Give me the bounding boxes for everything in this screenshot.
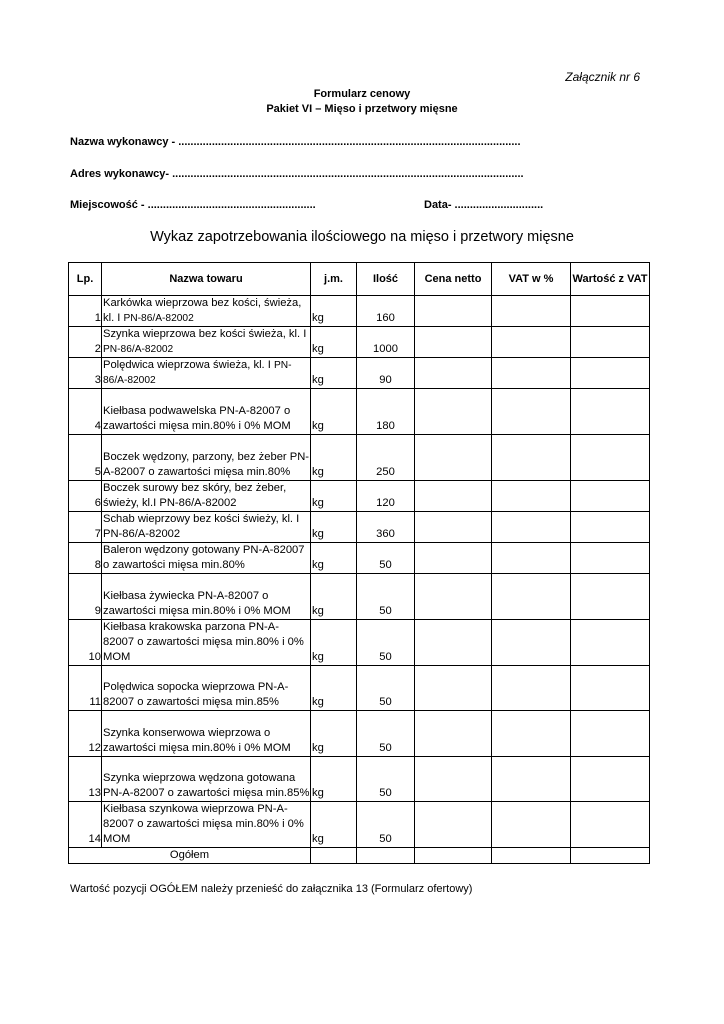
gross-value-cell	[571, 620, 650, 666]
table-row	[69, 620, 650, 666]
product-name-text: Kiełbasa krakowska parzona PN-A-82007 o zawartości mięsa min.80% i 0% MOM	[103, 621, 304, 663]
price-table	[68, 262, 650, 864]
header-gross-value: Wartość z VAT	[571, 263, 650, 296]
table-row	[69, 358, 650, 389]
row-number: 11	[69, 666, 102, 711]
vat-cell	[492, 620, 571, 666]
product-name-text: Kiełbasa podwawelska PN-A-82007 o zawartości mięsa min.80% i 0% MOM	[103, 405, 291, 432]
gross-value-cell	[571, 711, 650, 757]
vat-cell	[492, 296, 571, 327]
product-name	[102, 389, 311, 435]
product-name	[102, 481, 311, 512]
net-price-cell	[415, 512, 492, 543]
unit-cell: kg	[311, 435, 357, 481]
product-name	[102, 802, 311, 848]
product-name-text: Polędwica wieprzowa świeża, kl. I	[103, 359, 274, 371]
quantity-cell: 120	[357, 481, 415, 512]
product-name	[102, 620, 311, 666]
net-price-cell	[415, 296, 492, 327]
header-vat: VAT w %	[492, 263, 571, 296]
row-number: 3	[69, 358, 102, 389]
gross-value-cell	[571, 757, 650, 802]
quantity-cell: 160	[357, 296, 415, 327]
gross-value-cell	[571, 389, 650, 435]
form-title: Formularz cenowy	[313, 88, 411, 100]
table-row	[69, 666, 650, 711]
vat-cell	[492, 481, 571, 512]
gross-value-cell	[571, 543, 650, 574]
net-price-cell	[415, 711, 492, 757]
vat-cell	[492, 543, 571, 574]
product-name-text: Szynka konserwowa wieprzowa o zawartości mięsa min.80% i 0% MOM	[103, 727, 291, 754]
table-row	[69, 512, 650, 543]
net-price-cell	[415, 389, 492, 435]
quantity-cell: 1000	[357, 327, 415, 358]
product-name	[102, 666, 311, 711]
net-price-cell	[415, 802, 492, 848]
vat-cell	[492, 802, 571, 848]
row-number: 4	[69, 389, 102, 435]
vat-cell	[492, 512, 571, 543]
gross-value-cell	[571, 358, 650, 389]
product-standard-code: PN-86/A-82002	[103, 344, 174, 355]
table-row	[69, 802, 650, 848]
product-name	[102, 711, 311, 757]
quantity-cell: 50	[357, 620, 415, 666]
product-name	[102, 358, 311, 389]
package-title: Pakiet VI – Mięso i przetwory mięsne	[266, 103, 458, 115]
quantity-cell: 90	[357, 358, 415, 389]
gross-value-cell	[571, 512, 650, 543]
unit-cell: kg	[311, 481, 357, 512]
product-name-text: Boczek surowy bez skóry, bez żeber, świeży, kl.I PN-86/A-82002	[103, 482, 287, 509]
header-unit: j.m.	[311, 263, 357, 296]
total-label: Ogółem	[69, 848, 311, 864]
net-price-cell	[415, 481, 492, 512]
unit-cell: kg	[311, 620, 357, 666]
header-qty: Ilość	[357, 263, 415, 296]
unit-cell: kg	[311, 802, 357, 848]
product-name	[102, 296, 311, 327]
vat-cell	[492, 358, 571, 389]
gross-value-cell	[571, 574, 650, 620]
header-name: Nazwa towaru	[102, 263, 311, 296]
quantity-cell: 50	[357, 711, 415, 757]
row-number: 10	[69, 620, 102, 666]
footer-note: Wartość pozycji OGÓŁEM należy przenieść do załącznika 13 (Formularz ofertowy)	[70, 883, 473, 895]
product-name-text: Szynka wieprzowa wędzona gotowana PN-A-82007 o zawartości mięsa min.85%	[103, 772, 310, 799]
quantity-cell: 50	[357, 802, 415, 848]
row-number: 2	[69, 327, 102, 358]
table-row	[69, 296, 650, 327]
product-name	[102, 543, 311, 574]
row-number: 14	[69, 802, 102, 848]
row-number: 9	[69, 574, 102, 620]
total-cell	[357, 848, 415, 864]
unit-cell: kg	[311, 327, 357, 358]
quantity-cell: 50	[357, 574, 415, 620]
table-row	[69, 435, 650, 481]
gross-value-cell	[571, 327, 650, 358]
product-standard-code: PN-86/A-82002	[103, 360, 292, 386]
quantity-cell: 50	[357, 543, 415, 574]
product-name-text: Baleron wędzony gotowany PN-A-82007 o zawartości mięsa min.80%	[103, 544, 305, 571]
quantity-cell: 250	[357, 435, 415, 481]
net-price-cell	[415, 543, 492, 574]
table-row	[69, 574, 650, 620]
quantity-cell: 180	[357, 389, 415, 435]
quantity-cell: 50	[357, 666, 415, 711]
header-lp: Lp.	[69, 263, 102, 296]
gross-value-cell	[571, 481, 650, 512]
date-field: Data- .............................	[424, 199, 544, 211]
product-name-text: Szynka wieprzowa bez kości świeża, kl. I	[103, 328, 307, 340]
gross-value-cell	[571, 802, 650, 848]
unit-cell: kg	[311, 574, 357, 620]
annex-label: Załącznik nr 6	[565, 70, 640, 84]
net-price-cell	[415, 620, 492, 666]
product-name	[102, 757, 311, 802]
vat-cell	[492, 757, 571, 802]
unit-cell: kg	[311, 389, 357, 435]
total-cell	[571, 848, 650, 864]
net-price-cell	[415, 574, 492, 620]
table-row	[69, 481, 650, 512]
contractor-name-field: Nazwa wykonawcy - ................................................................................................................	[70, 136, 521, 148]
row-number: 5	[69, 435, 102, 481]
unit-cell: kg	[311, 543, 357, 574]
row-number: 13	[69, 757, 102, 802]
total-row	[69, 848, 650, 864]
header-net-price: Cena netto	[415, 263, 492, 296]
product-name-text: Karkówka wieprzowa bez kości, świeża, kl. I	[103, 297, 302, 324]
table-row	[69, 757, 650, 802]
table-row	[69, 327, 650, 358]
table-row	[69, 389, 650, 435]
product-name-text: Schab wieprzowy bez kości świeży, kl. I PN-86/A-82002	[103, 513, 300, 540]
product-name	[102, 435, 311, 481]
city-field: Miejscowość - .......................................................	[70, 199, 316, 211]
row-number: 1	[69, 296, 102, 327]
quantity-cell: 360	[357, 512, 415, 543]
unit-cell: kg	[311, 512, 357, 543]
net-price-cell	[415, 327, 492, 358]
table-row	[69, 711, 650, 757]
table-row	[69, 543, 650, 574]
table-header-row	[69, 263, 650, 296]
net-price-cell	[415, 435, 492, 481]
product-standard-code: PN-86/A-82002	[123, 313, 194, 324]
net-price-cell	[415, 358, 492, 389]
total-cell	[492, 848, 571, 864]
unit-cell: kg	[311, 666, 357, 711]
gross-value-cell	[571, 296, 650, 327]
net-price-cell	[415, 757, 492, 802]
gross-value-cell	[571, 435, 650, 481]
vat-cell	[492, 666, 571, 711]
list-heading: Wykaz zapotrzebowania ilościowego na mięso i przetwory mięsne	[150, 229, 574, 245]
contractor-address-field: Adres wykonawcy- ...................................................................................................................	[70, 168, 524, 180]
gross-value-cell	[571, 666, 650, 711]
unit-cell: kg	[311, 711, 357, 757]
vat-cell	[492, 435, 571, 481]
total-cell	[415, 848, 492, 864]
total-cell	[311, 848, 357, 864]
net-price-cell	[415, 666, 492, 711]
product-name	[102, 512, 311, 543]
product-name-text: Boczek wędzony, parzony, bez żeber PN-A-82007 o zawartości mięsa min.80%	[103, 451, 310, 478]
unit-cell: kg	[311, 358, 357, 389]
unit-cell: kg	[311, 296, 357, 327]
product-name	[102, 574, 311, 620]
row-number: 12	[69, 711, 102, 757]
product-name-text: Polędwica sopocka wieprzowa PN-A-82007 o zawartości mięsa min.85%	[103, 681, 289, 708]
vat-cell	[492, 389, 571, 435]
row-number: 7	[69, 512, 102, 543]
row-number: 6	[69, 481, 102, 512]
vat-cell	[492, 327, 571, 358]
vat-cell	[492, 711, 571, 757]
vat-cell	[492, 574, 571, 620]
row-number: 8	[69, 543, 102, 574]
product-name-text: Kiełbasa żywiecka PN-A-82007 o zawartości mięsa min.80% i 0% MOM	[103, 590, 291, 617]
quantity-cell: 50	[357, 757, 415, 802]
product-name-text: Kiełbasa szynkowa wieprzowa PN-A-82007 o zawartości mięsa min.80% i 0% MOM	[103, 803, 304, 845]
product-name	[102, 327, 311, 358]
unit-cell: kg	[311, 757, 357, 802]
